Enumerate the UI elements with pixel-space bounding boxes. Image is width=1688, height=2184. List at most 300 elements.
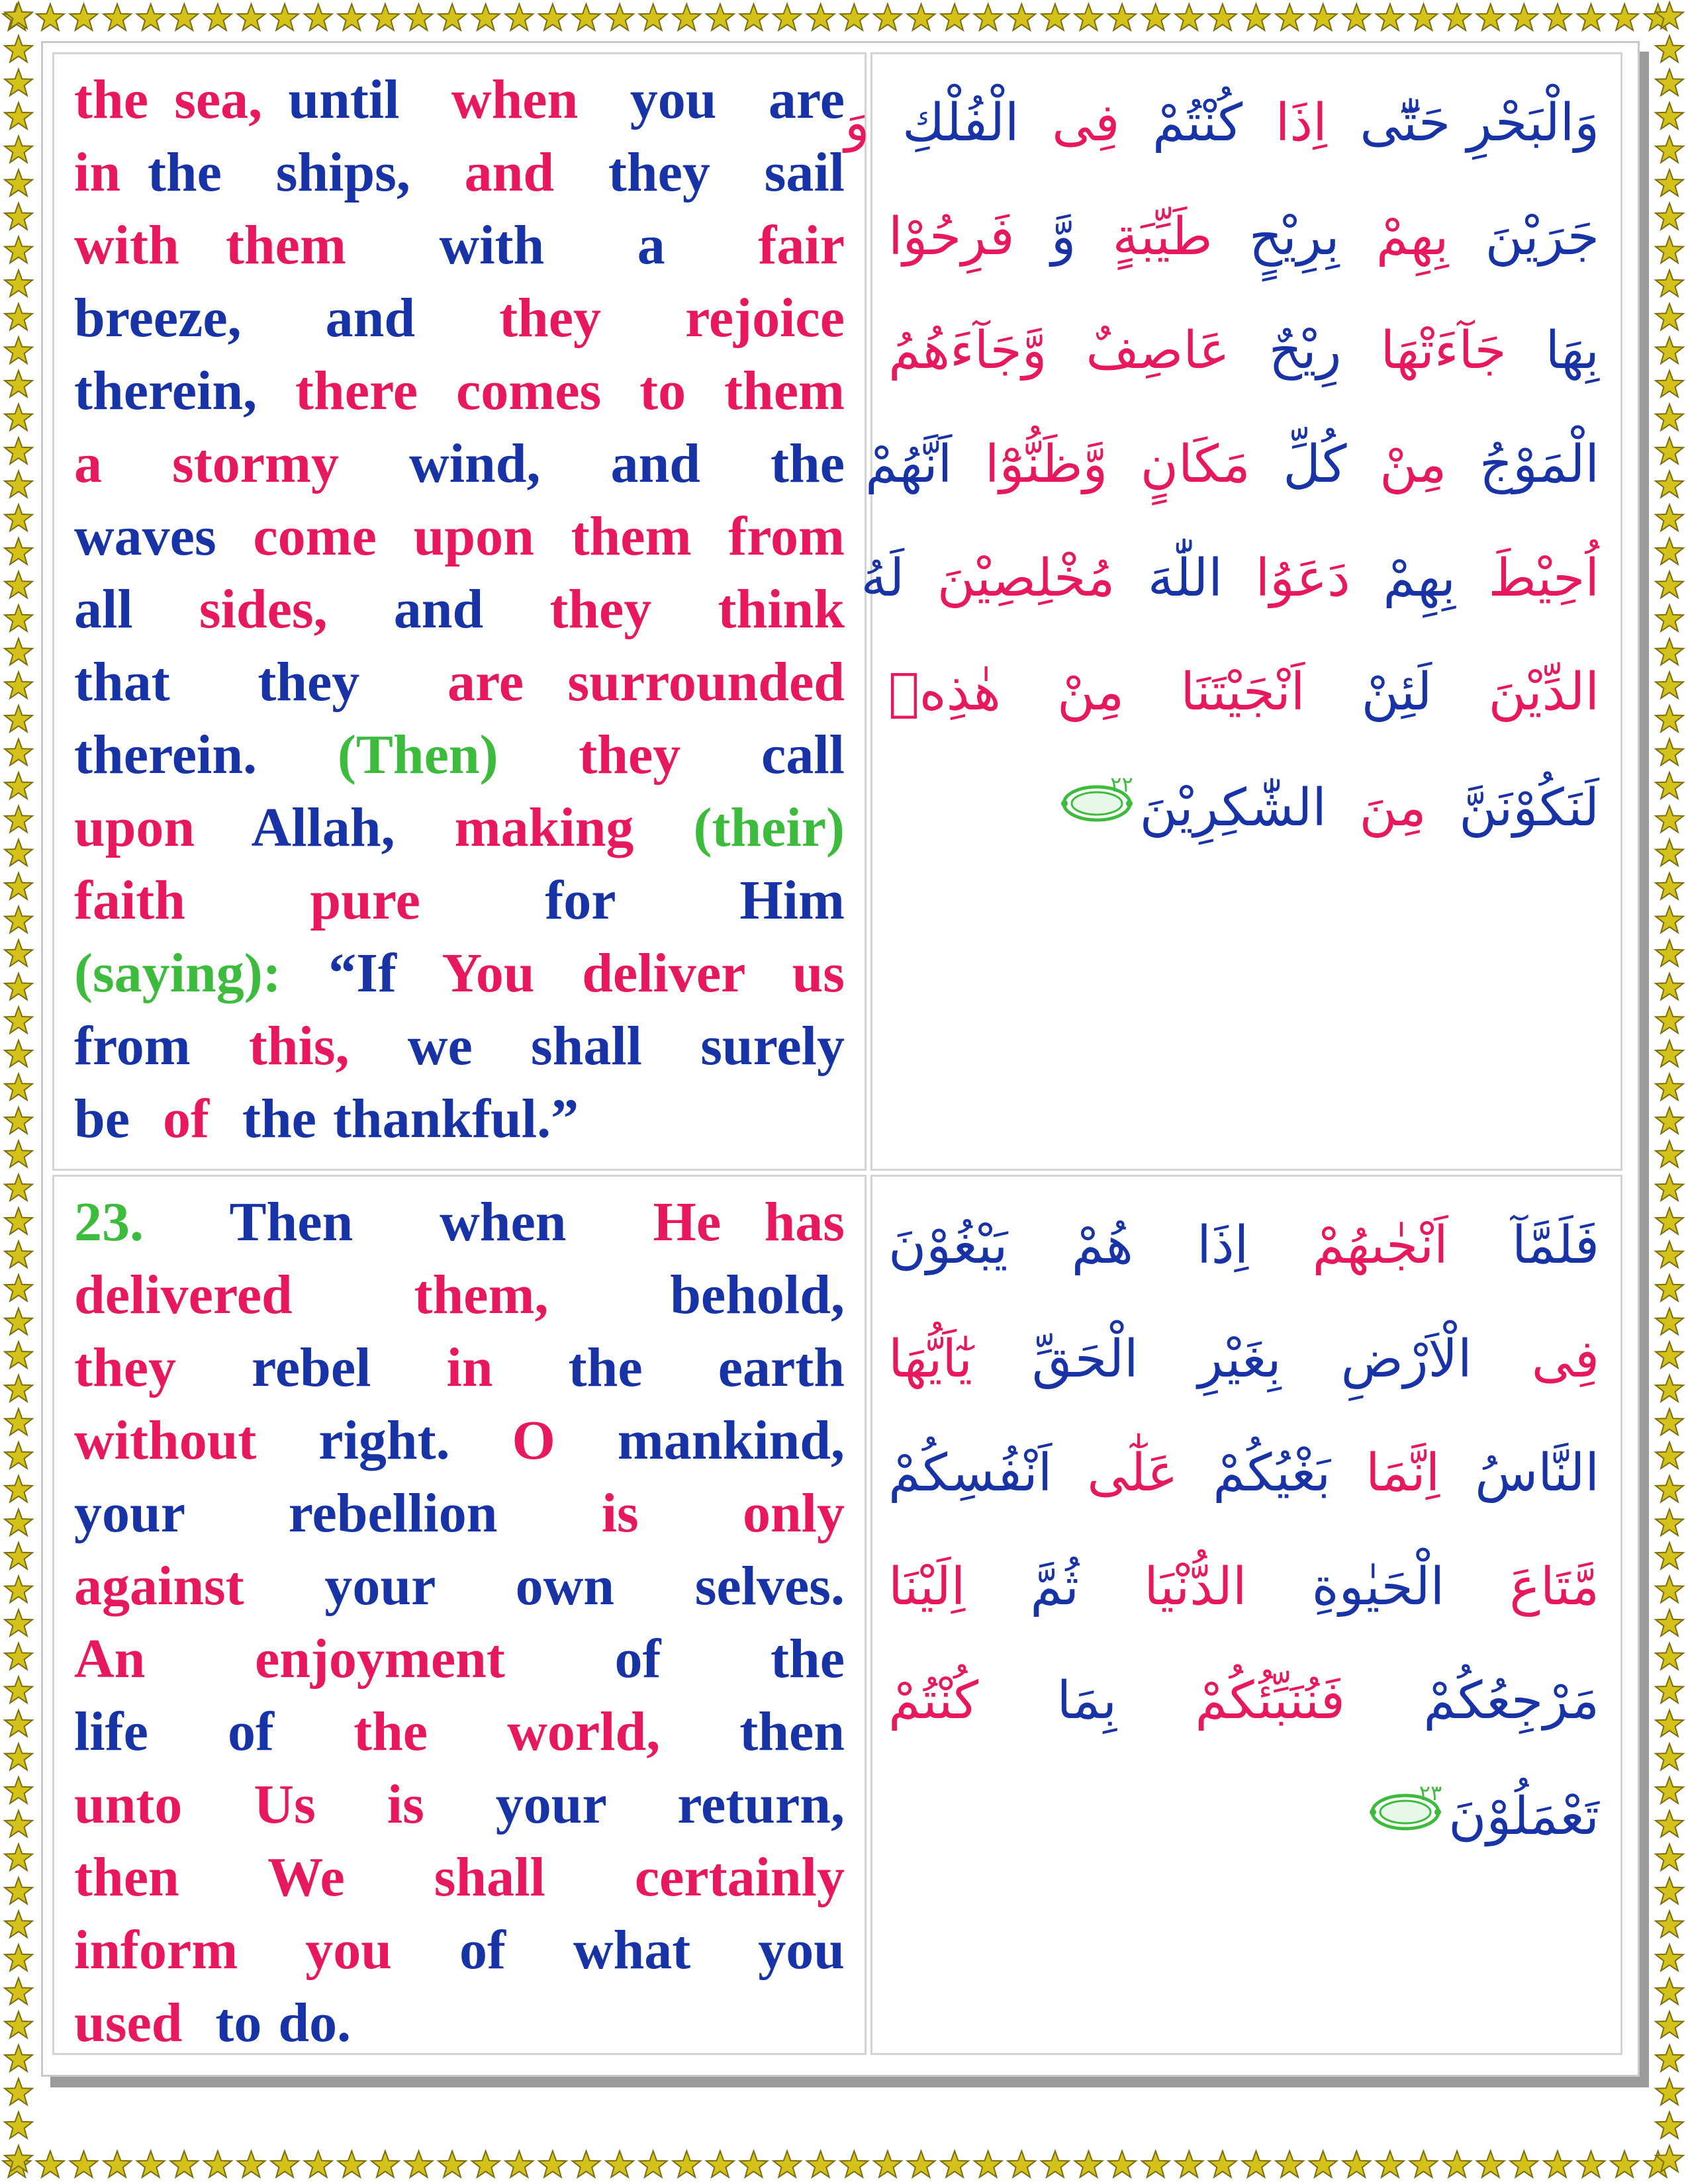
text-run: own <box>475 1555 655 1617</box>
star-icon <box>5 1944 32 1971</box>
star-icon <box>1656 1509 1683 1535</box>
text-run: with <box>393 214 591 276</box>
text-run: what <box>539 1919 725 1981</box>
star-icon <box>5 873 32 899</box>
english-line <box>74 500 845 573</box>
star-border-top <box>0 0 1688 37</box>
text-run: مِنْ <box>1029 662 1152 722</box>
arabic-line <box>888 635 1599 749</box>
star-icon <box>1656 69 1683 96</box>
text-run: there comes to them <box>257 360 845 422</box>
text-run: عَلٰٓى <box>1069 1443 1196 1503</box>
text-run: only <box>690 1482 845 1544</box>
star-icon <box>204 4 232 30</box>
text-run: بِهَا <box>1526 321 1599 381</box>
star-icon <box>1656 504 1683 531</box>
star-icon <box>70 4 98 30</box>
text-run: اُحِيْطَ <box>1472 549 1599 608</box>
text-run: جَرَيْنَ <box>1467 207 1599 267</box>
star-icon <box>1611 2151 1638 2177</box>
star-icon <box>5 304 32 330</box>
star-icon <box>103 4 131 30</box>
text-run: اِذَا <box>1258 93 1344 153</box>
star-icon <box>5 471 32 498</box>
star-icon <box>573 2151 600 2177</box>
text-run: اَنَّهُمْ <box>865 435 969 494</box>
text-run: upon <box>74 797 225 858</box>
star-icon <box>1656 1141 1683 1167</box>
star-icon <box>1656 639 1683 665</box>
star-icon <box>5 1610 32 1636</box>
star-icon <box>1656 36 1683 62</box>
star-icon <box>1656 1911 1683 1938</box>
star-icon <box>1656 974 1683 1000</box>
star-icon <box>5 1911 32 1938</box>
text-run: selves. <box>654 1555 845 1617</box>
star-icon <box>1656 572 1683 598</box>
star-icon <box>5 907 32 933</box>
text-run: we <box>378 1015 502 1077</box>
star-icon <box>1656 907 1683 933</box>
text-run: رِيْحٌ <box>1249 321 1361 381</box>
star-icon <box>539 4 567 30</box>
arabic-line <box>888 1189 1599 1302</box>
text-run: He has <box>610 1191 845 1253</box>
text-run: to do. <box>199 1992 352 2054</box>
text-run: وَالْبَحْرِ <box>1466 93 1599 153</box>
star-icon <box>740 4 768 30</box>
arabic-line <box>888 294 1599 408</box>
text-run: اِنَّمَا <box>1348 1443 1458 1503</box>
text-run: behold, <box>609 1264 845 1326</box>
text-run: inform <box>74 1919 272 1981</box>
star-border-left <box>0 0 37 2184</box>
english-line <box>74 792 845 864</box>
text-run: the <box>716 1628 845 1690</box>
star-icon <box>1656 1944 1683 1971</box>
star-icon <box>5 337 32 363</box>
verse-panel <box>41 41 1640 2077</box>
text-run: when <box>425 69 604 130</box>
star-icon <box>5 1844 32 1870</box>
star-icon <box>1656 471 1683 498</box>
star-icon <box>5 839 32 866</box>
english-line <box>74 428 845 500</box>
star-icon <box>338 2151 365 2177</box>
star-icon <box>974 4 1002 30</box>
text-run: O <box>481 1410 586 1471</box>
text-run: of <box>187 1701 314 1762</box>
star-icon <box>371 4 399 30</box>
text-run: بِرِيْحٍ <box>1231 207 1358 267</box>
english-line <box>74 864 845 937</box>
star-icon <box>1656 1811 1683 1837</box>
arabic-line <box>888 749 1599 863</box>
star-icon <box>1656 1744 1683 1770</box>
star-icon <box>5 437 32 464</box>
text-run: لَهُ <box>861 549 921 608</box>
text-run: and <box>437 142 581 203</box>
star-icon <box>1410 4 1438 30</box>
star-icon <box>5 538 32 565</box>
verse-number: ٢٢ <box>1110 772 1133 797</box>
english-line <box>74 1010 845 1083</box>
english-line <box>74 646 845 719</box>
star-icon <box>1656 2112 1683 2138</box>
star-icon <box>5 1007 32 1033</box>
verse-22-arabic-text <box>844 66 1599 863</box>
star-icon <box>1656 1777 1683 1803</box>
star-icon <box>1342 4 1370 30</box>
star-icon <box>5 572 32 598</box>
star-icon <box>606 2151 633 2177</box>
star-icon <box>5 672 32 698</box>
text-run: your <box>74 1482 237 1544</box>
star-icon <box>807 2151 835 2177</box>
arabic-line <box>888 1530 1599 1644</box>
star-icon <box>539 2151 567 2177</box>
star-icon <box>1656 1174 1683 1201</box>
text-run: فِى <box>1501 1330 1599 1389</box>
star-icon <box>1577 4 1605 30</box>
star-icon <box>1656 1107 1683 1134</box>
text-run: return, <box>641 1774 845 1835</box>
star-icon <box>1108 4 1136 30</box>
star-icon <box>1656 2079 1683 2105</box>
star-icon <box>137 4 165 30</box>
star-icon <box>5 1242 32 1268</box>
star-icon <box>1656 739 1683 766</box>
text-run: “If <box>305 942 420 1004</box>
star-icon <box>1008 4 1035 30</box>
text-run: ثُمَّ <box>998 1557 1112 1617</box>
star-icon <box>5 1107 32 1134</box>
text-run: when <box>396 1191 610 1253</box>
star-icon <box>338 4 365 30</box>
text-run: the <box>314 1701 468 1762</box>
text-run: اَنْجَيْتَنَا <box>1152 662 1334 722</box>
star-icon <box>1477 2151 1505 2177</box>
star-icon <box>1656 136 1683 163</box>
arabic-line <box>865 408 1599 522</box>
text-run: deliver <box>558 942 769 1004</box>
star-icon <box>1510 2151 1538 2177</box>
star-icon <box>1611 4 1638 30</box>
star-icon <box>673 4 700 30</box>
text-run: faith <box>74 870 248 931</box>
star-icon <box>1656 839 1683 866</box>
text-run: used <box>74 1992 199 2054</box>
text-run: عَاصِفٌ <box>1066 321 1250 381</box>
star-icon <box>673 2151 700 2177</box>
text-run: بِهِمْ <box>1358 207 1468 267</box>
text-run: وَ <box>844 93 886 153</box>
star-icon <box>1656 1007 1683 1033</box>
star-icon <box>1656 672 1683 698</box>
text-run: they <box>581 142 737 203</box>
star-icon <box>1510 4 1538 30</box>
text-run: هُمْ <box>1039 1216 1165 1275</box>
arabic-line <box>888 1758 1599 1872</box>
text-run: of <box>559 1628 716 1690</box>
star-icon <box>5 772 32 799</box>
text-run: shall <box>501 1015 672 1077</box>
text-run: الْاَرْضِ <box>1311 1330 1502 1389</box>
star-icon <box>5 1643 32 1670</box>
star-icon <box>1656 2 1683 28</box>
text-run: مِنْ <box>1363 435 1464 494</box>
star-icon <box>5 1409 32 1435</box>
star-icon <box>305 2151 332 2177</box>
text-run: and <box>283 287 457 349</box>
text-run: from <box>74 1015 220 1077</box>
text-run: waves <box>74 506 216 567</box>
text-run: think <box>684 578 845 640</box>
text-run: surely <box>671 1015 845 1077</box>
text-run: of <box>425 1919 539 1981</box>
text-run: call <box>721 724 845 786</box>
star-icon <box>1656 2011 1683 2038</box>
text-run: وَّظَنُّوْٓا <box>968 435 1124 494</box>
star-icon <box>5 36 32 62</box>
star-icon <box>840 2151 868 2177</box>
text-run: them <box>179 214 393 276</box>
star-icon <box>807 4 835 30</box>
star-icon <box>1656 1643 1683 1670</box>
star-icon <box>1656 404 1683 431</box>
star-icon <box>5 2011 32 2038</box>
text-run: is <box>351 1774 460 1835</box>
star-icon <box>5 705 32 732</box>
star-icon <box>5 806 32 833</box>
star-icon <box>1209 2151 1237 2177</box>
text-run: us <box>768 942 845 1004</box>
text-run: rebellion <box>236 1482 550 1544</box>
star-icon <box>438 4 466 30</box>
star-icon <box>1008 2151 1035 2177</box>
star-icon <box>5 1777 32 1803</box>
star-icon <box>1656 103 1683 129</box>
text-run: until <box>262 69 426 130</box>
star-icon <box>5 639 32 665</box>
star-icon <box>505 2151 533 2177</box>
star-icon <box>5 1878 32 1904</box>
star-icon <box>941 4 968 30</box>
star-icon <box>773 2151 801 2177</box>
star-icon <box>472 2151 500 2177</box>
text-run: and <box>575 433 736 494</box>
text-run: the <box>735 433 845 494</box>
star-icon <box>874 2151 902 2177</box>
text-run: الْحَقِّ <box>1002 1330 1168 1389</box>
star-icon <box>5 270 32 296</box>
text-run: طَيِّبَةٍ <box>1094 207 1231 267</box>
text-run: حَتّٰٓى <box>1343 93 1467 153</box>
star-icon <box>5 1442 32 1469</box>
star-icon <box>1243 4 1270 30</box>
text-run: of <box>146 1088 226 1150</box>
star-icon <box>1656 940 1683 966</box>
star-icon <box>5 1576 32 1603</box>
text-run: يَبْغُوْنَ <box>888 1216 1040 1275</box>
text-run: الدُّنْيَا <box>1111 1557 1280 1617</box>
star-icon <box>305 4 332 30</box>
verse-number: ٢٣ <box>1419 1780 1442 1805</box>
star-icon <box>1142 2151 1170 2177</box>
star-icon <box>5 504 32 531</box>
star-icon <box>639 2151 667 2177</box>
text-run: your <box>459 1774 642 1835</box>
english-line <box>74 1623 845 1696</box>
star-icon <box>1656 1275 1683 1301</box>
text-run: فَنُنَبِّئُكُمْ <box>1156 1671 1385 1731</box>
english-line <box>74 136 845 209</box>
text-run: your <box>284 1555 475 1617</box>
arabic-line <box>888 1416 1599 1530</box>
text-run: Him <box>677 870 845 931</box>
english-line <box>74 937 845 1010</box>
text-run: اِلَيْنَا <box>888 1557 998 1617</box>
text-run: wind, <box>374 433 576 494</box>
text-run: لَنَكُوْنَنَّ <box>1442 778 1599 838</box>
text-run: (saying): <box>74 942 305 1004</box>
star-icon <box>706 4 734 30</box>
text-run: Allah, <box>224 797 425 858</box>
arabic-line <box>888 1302 1599 1416</box>
text-run: enjoyment <box>200 1628 560 1690</box>
text-run: Then <box>187 1191 397 1253</box>
star-icon <box>5 1342 32 1368</box>
text-run: (their) <box>663 797 845 858</box>
verse-23-arabic-text <box>888 1189 1599 1872</box>
english-line <box>74 1332 845 1404</box>
text-run: them, <box>353 1264 610 1326</box>
star-icon <box>5 404 32 431</box>
verse-22-english-cell <box>52 52 867 1171</box>
text-run: بِهِمْ <box>1366 549 1472 608</box>
text-run: الدِّيْنَ <box>1460 662 1599 722</box>
star-icon <box>36 2151 64 2177</box>
star-icon <box>5 739 32 766</box>
arabic-line <box>888 180 1599 294</box>
text-run: تَعْمَلُوْنَ <box>1448 1786 1599 1846</box>
star-icon <box>5 1978 32 2005</box>
star-icon <box>773 4 801 30</box>
star-icon <box>1276 2151 1303 2177</box>
text-run: are <box>742 69 845 130</box>
star-border-right <box>1651 0 1688 2184</box>
text-run: (Then) <box>297 724 539 786</box>
verse-23-english-cell <box>52 1175 867 2055</box>
arabic-line <box>861 522 1599 635</box>
text-run: يٰٓاَيُّهَا <box>888 1330 1002 1389</box>
star-icon <box>1075 4 1103 30</box>
text-run: the <box>120 142 249 203</box>
text-run: Us <box>218 1774 352 1835</box>
english-line <box>74 1186 845 1259</box>
star-icon <box>5 1040 32 1067</box>
text-run: الْفُلْكِ <box>886 93 1036 153</box>
text-run: مَّتَاعَ <box>1477 1557 1600 1617</box>
star-icon <box>1656 1074 1683 1101</box>
text-run: اَنْفُسِكُمْ <box>888 1443 1070 1503</box>
english-line <box>74 1477 845 1550</box>
star-icon <box>204 2151 232 2177</box>
text-run: ships, <box>248 142 438 203</box>
star-icon <box>1656 1208 1683 1234</box>
english-line <box>74 1987 845 2060</box>
star-icon <box>706 2151 734 2177</box>
star-icon <box>5 371 32 397</box>
english-line <box>74 1550 845 1623</box>
star-icon <box>5 2 32 28</box>
star-icon <box>170 4 198 30</box>
star-icon <box>271 4 299 30</box>
text-run: كُلِّ <box>1266 435 1364 494</box>
english-line <box>74 64 845 136</box>
text-run: they <box>457 287 643 349</box>
text-run: الْمَوْجُ <box>1463 435 1599 494</box>
english-line <box>74 719 845 792</box>
star-icon <box>908 2151 935 2177</box>
text-run: We <box>224 1846 390 1908</box>
star-icon <box>1656 2045 1683 2071</box>
star-icon <box>5 1275 32 1301</box>
star-icon <box>1656 806 1683 833</box>
star-icon <box>1041 2151 1069 2177</box>
verse-23-english-text <box>74 1186 845 2060</box>
verse-end-marker-icon <box>1369 1758 1442 1882</box>
star-icon <box>1656 203 1683 230</box>
text-run: earth <box>680 1337 845 1398</box>
star-icon <box>472 4 500 30</box>
star-icon <box>5 136 32 163</box>
star-icon <box>5 1744 32 1770</box>
star-icon <box>70 2151 98 2177</box>
text-run: delivered <box>74 1264 353 1326</box>
star-icon <box>1656 1342 1683 1368</box>
text-run: without <box>74 1410 288 1471</box>
text-run: are surrounded <box>403 651 845 713</box>
text-run: مَرْجِعُكُمْ <box>1384 1671 1599 1731</box>
star-icon <box>505 4 533 30</box>
text-run: is <box>549 1482 691 1544</box>
star-icon <box>170 2151 198 2177</box>
star-icon <box>573 4 600 30</box>
star-icon <box>1443 2151 1471 2177</box>
text-run: they <box>214 651 404 713</box>
text-run: the <box>530 1337 680 1398</box>
star-icon <box>1041 4 1069 30</box>
text-run: you <box>724 1919 845 1981</box>
star-icon <box>1656 337 1683 363</box>
star-icon <box>5 1141 32 1167</box>
text-run: rebel <box>214 1337 409 1398</box>
verse-22-arabic-cell <box>844 52 1622 1171</box>
text-run: اللّٰهَ <box>1131 549 1239 608</box>
english-line <box>74 1259 845 1332</box>
english-line <box>74 573 845 646</box>
star-icon <box>36 4 64 30</box>
text-run: stormy <box>137 433 375 494</box>
text-run: فَرِحُوْا <box>888 207 1033 267</box>
star-icon <box>5 1710 32 1737</box>
text-run: the thankful.” <box>225 1088 579 1150</box>
star-icon <box>1656 437 1683 464</box>
star-icon <box>1243 2151 1270 2177</box>
star-icon <box>5 1208 32 1234</box>
star-icon <box>1175 2151 1203 2177</box>
